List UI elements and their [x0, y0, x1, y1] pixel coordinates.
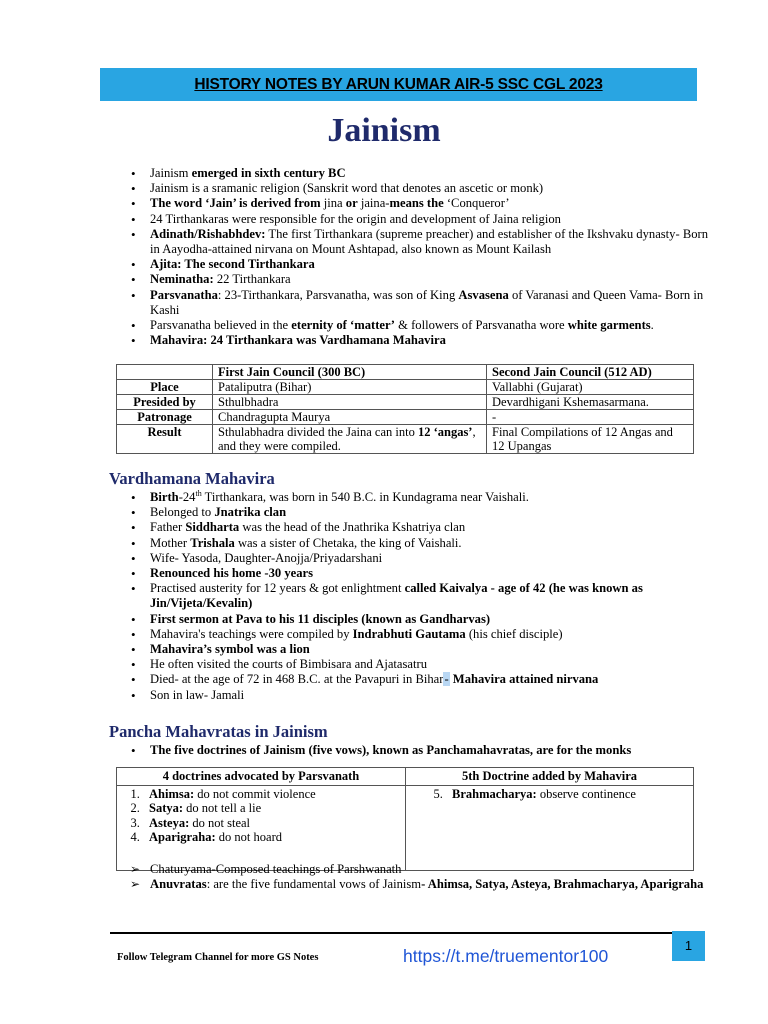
intro-list [128, 166, 718, 348]
table-row [117, 380, 694, 395]
list-item: • Renounced his home -30 years [128, 566, 718, 581]
table-corner [117, 365, 213, 380]
table-cell [406, 785, 694, 870]
list-item: • Parsvanatha: 23-Tirthankara, Parsvanatha, was son of King Asvasena of Varanasi and Queen Vama- Born in Kashi [128, 288, 718, 318]
page-title: Jainism [327, 112, 441, 149]
list-item: • Died- at the age of 72 in 468 B.C. at the Pavapuri in Bihar- Mahavira attained nirvana [128, 672, 718, 687]
table-cell: Sthulbhadra [213, 395, 487, 410]
doctrines-table [116, 767, 694, 871]
list-item: • Ajita: The second Tirthankara [128, 257, 718, 272]
table-cell: - [487, 410, 694, 425]
list-item: • Belonged to Jnatrika clan [128, 505, 718, 520]
list-item: • Jainism emerged in sixth century BC [128, 166, 718, 181]
table-cell [117, 785, 406, 870]
column-header: 4 doctrines advocated by Parsvanath [117, 768, 406, 786]
arrow-list [128, 862, 708, 892]
list-item: ➢ Chaturyama-Composed teachings of Parshwanath [128, 862, 708, 877]
list-item: • Adinath/Rishabhdev: The first Tirthankara (supreme preacher) and establisher of the Ikshvaku dynasty- Born in Aayodha-attained nirvana on Mount Ashtapad, also known as Mount Kailash [128, 227, 718, 257]
list-item: • Wife- Yasoda, Daughter-Anojja/Priyadarshani [128, 551, 718, 566]
list-item: • Mahavira’s symbol was a lion [128, 642, 718, 657]
table-row [117, 425, 694, 454]
list-item: • First sermon at Pava to his 11 disciples (known as Gandharvas) [128, 612, 718, 627]
list-item: • Jainism is a sramanic religion (Sanskrit word that denotes an ascetic or monk) [128, 181, 718, 196]
list-item: • The word ‘Jain’ is derived from jina or jaina-means the ‘Conqueror’ [128, 196, 718, 211]
parsvanath-doctrines [117, 787, 405, 845]
row-header: Patronage [117, 410, 213, 425]
list-item: 5. Brahmacharya: observe continence [446, 787, 693, 802]
pancha-list [128, 743, 718, 758]
jain-council-table [116, 364, 694, 454]
column-header: Second Jain Council (512 AD) [487, 365, 694, 380]
table-header-row [117, 365, 694, 380]
footer-divider [110, 932, 687, 934]
table-cell: Devardhigani Kshemasarmana. [487, 395, 694, 410]
list-item: • Mahavira: 24 Tirthankara was Vardhamana Mahavira [128, 333, 718, 348]
telegram-link[interactable]: https://t.me/truementor100 [403, 946, 609, 966]
table-cell: Pataliputra (Bihar) [213, 380, 487, 395]
banner-title: HISTORY NOTES BY ARUN KUMAR AIR-5 SSC CGL 2023 [194, 75, 603, 93]
column-header: 5th Doctrine added by Mahavira [406, 768, 694, 786]
column-header: First Jain Council (300 BC) [213, 365, 487, 380]
table-row [117, 395, 694, 410]
mahavira-doctrine [406, 787, 693, 802]
list-item: ➢ Anuvratas: are the five fundamental vows of Jainism- Ahimsa, Satya, Asteya, Brahmacharya, Aparigraha [128, 877, 708, 892]
mahavira-list [128, 490, 718, 703]
table-cell: Vallabhi (Gujarat) [487, 380, 694, 395]
page-number: 1 [672, 931, 705, 961]
list-item: 2. Satya: do not tell a lie [143, 801, 405, 816]
list-item: • Parsvanatha believed in the eternity of ‘matter’ & followers of Parsvanatha wore white garments. [128, 318, 718, 333]
list-item: • Neminatha: 22 Tirthankara [128, 272, 718, 287]
list-item: • The five doctrines of Jainism (five vows), known as Panchamahavratas, are for the monks [128, 743, 718, 758]
table-cell: Final Compilations of 12 Angas and 12 Upangas [487, 425, 694, 454]
table-row [117, 410, 694, 425]
list-item: • Practised austerity for 12 years & got enlightment called Kaivalya - age of 42 (he was known as Jin/Vijeta/Kevalin) [128, 581, 718, 611]
section-heading-mahavira: Vardhamana Mahavira [109, 469, 275, 488]
row-header: Place [117, 380, 213, 395]
section-heading-pancha: Pancha Mahavratas in Jainism [109, 722, 328, 741]
table-cell: Chandragupta Maurya [213, 410, 487, 425]
list-item: • 24 Tirthankaras were responsible for the origin and development of Jaina religion [128, 212, 718, 227]
header-banner [100, 68, 697, 101]
row-header: Presided by [117, 395, 213, 410]
footer-note: Follow Telegram Channel for more GS Notes [117, 952, 319, 963]
list-item: • Mother Trishala was a sister of Chetaka, the king of Vaishali. [128, 536, 718, 551]
list-item: 1. Ahimsa: do not commit violence [143, 787, 405, 802]
list-item: • He often visited the courts of Bimbisara and Ajatasatru [128, 657, 718, 672]
table-cell: Sthulabhadra divided the Jaina can into 12 ‘angas’, and they were compiled. [213, 425, 487, 454]
list-item: • Birth-24th Tirthankara, was born in 540 B.C. in Kundagrama near Vaishali. [128, 490, 718, 505]
list-item: • Son in law- Jamali [128, 688, 718, 703]
table-header-row [117, 768, 694, 786]
table-row [117, 785, 694, 870]
list-item: • Mahavira's teachings were compiled by Indrabhuti Gautama (his chief disciple) [128, 627, 718, 642]
row-header: Result [117, 425, 213, 454]
list-item: 3. Asteya: do not steal [143, 816, 405, 831]
list-item: 4. Aparigraha: do not hoard [143, 830, 405, 845]
list-item: • Father Siddharta was the head of the Jnathrika Kshatriya clan [128, 520, 718, 535]
